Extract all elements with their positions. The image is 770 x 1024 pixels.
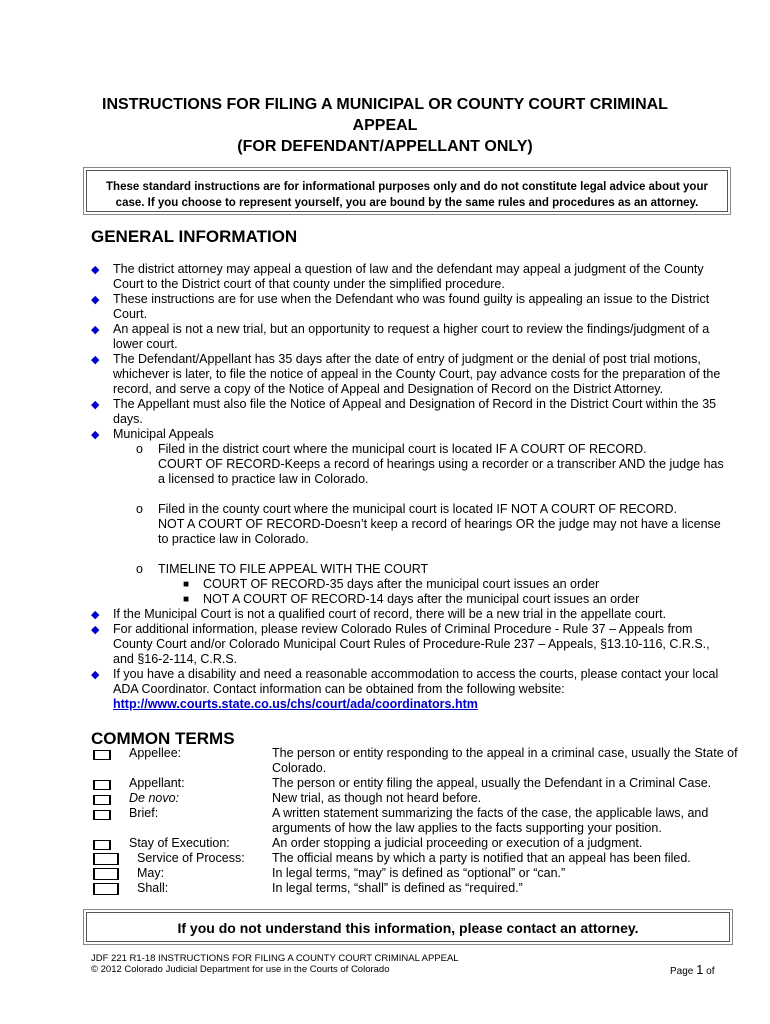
diamond-bullet-icon: ◆ [91, 399, 100, 411]
diamond-bullet-icon: ◆ [91, 624, 100, 636]
list-item: ◆ For additional information, please review Colorado Rules of Criminal Procedure - Rule 37 – Appeals from County Court and/or Colorado Municipal Court Rules of Procedure-Rule 237 – Appeals, §13.10-116, C.R.S., and §16-2-114, C.R.S. [91, 622, 710, 666]
list-item: ◆ If the Municipal Court is not a qualified court of record, there will be a new trial in the appellate court. [91, 607, 667, 621]
term-row: Shall: In legal terms, “shall” is defined as “required.” [91, 881, 741, 896]
form-id: JDF 221 R1-18 INSTRUCTIONS FOR FILING A COUNTY COURT CRIMINAL APPEAL [91, 953, 459, 964]
diamond-bullet-icon: ◆ [91, 354, 100, 366]
checkbox-icon [93, 883, 119, 895]
diamond-bullet-icon: ◆ [91, 324, 100, 336]
general-information-heading: GENERAL INFORMATION [91, 227, 298, 246]
diamond-bullet-icon: ◆ [91, 609, 100, 621]
checkbox-icon [93, 780, 111, 790]
list-item: ◆ Municipal Appeals [91, 427, 214, 441]
square-bullet-icon: ■ [183, 579, 190, 590]
timeline-item: ■ NOT A COURT OF RECORD-14 days after the municipal court issues an order [183, 592, 640, 606]
circle-bullet-icon: o [136, 442, 143, 456]
square-bullet-icon: ■ [183, 594, 190, 605]
term-row: Stay of Execution: An order stopping a judicial proceeding or execution of a judgment. [91, 836, 741, 851]
diamond-bullet-icon: ◆ [91, 294, 100, 306]
timeline-item: ■ COURT OF RECORD-35 days after the municipal court issues an order [183, 577, 600, 591]
list-item: ◆ The district attorney may appeal a question of law and the defendant may appeal a judgment of the County Court to the District court of that county under the simplified procedure. [91, 262, 704, 291]
diamond-bullet-icon: ◆ [91, 429, 100, 441]
common-terms-list [91, 746, 741, 896]
sub-list-item: o TIMELINE TO FILE APPEAL WITH THE COURT [136, 562, 429, 576]
contact-attorney-notice: If you do not understand this information, please contact an attorney. [86, 912, 730, 942]
document-footer [91, 953, 459, 975]
copyright: © 2012 Colorado Judicial Department for use in the Courts of Colorado [91, 964, 390, 975]
checkbox-icon [93, 795, 111, 805]
sub-list-item: o Filed in the county court where the municipal court is located IF NOT A COURT OF RECORD. NOT A COURT OF RECORD-Doesn’t keep a record of hearings OR the judge may not have a license to practice law in Colorado. [136, 502, 721, 546]
term-row: Service of Process: The official means by which a party is notified that an appeal has been filed. [91, 851, 741, 866]
term-row: May: In legal terms, “may” is defined as “optional” or “can.” [91, 866, 741, 881]
document-title [80, 94, 690, 157]
checkbox-icon [93, 868, 119, 880]
term-row: Appellant: The person or entity filing the appeal, usually the Defendant in a Criminal Case. [91, 776, 741, 791]
list-item: ◆ The Defendant/Appellant has 35 days after the date of entry of judgment or the denial of post trial motions, whichever is later, to file the notice of appeal in the County Court, pay advance costs for the preparation of the record, and serve a copy of the Notice of Appeal and Designation of Record on the District Attorney. [91, 352, 721, 396]
common-terms-heading: COMMON TERMS [91, 729, 235, 748]
page-number: Page 1 of [670, 962, 715, 977]
sub-list-item: o Filed in the district court where the municipal court is located IF A COURT OF RECORD. COURT OF RECORD-Keeps a record of hearings using a recorder or a transcriber AND the judge has a licensed to practice law in Colorado. [136, 442, 724, 486]
ada-coordinators-link[interactable]: http://www.courts.state.co.us/chs/court/ada/coordinators.htm [113, 697, 478, 711]
list-item: ◆ An appeal is not a new trial, but an opportunity to request a higher court to review the findings/judgment of a lower court. [91, 322, 710, 351]
term-row: Brief: A written statement summarizing the facts of the case, the applicable laws, and arguments of how the law applies to the facts supporting your position. [91, 806, 741, 836]
term-row: Appellee: The person or entity responding to the appeal in a criminal case, usually the State of Colorado. [91, 746, 741, 776]
list-item: ◆ These instructions are for use when the Defendant who was found guilty is appealing an issue to the District Court. [91, 292, 710, 321]
list-item: ◆ The Appellant must also file the Notice of Appeal and Designation of Record in the District Court within the 35 days. [91, 397, 717, 426]
title-line-2: APPEAL [352, 117, 418, 134]
disclaimer-box [86, 170, 728, 212]
checkbox-icon [93, 810, 111, 820]
circle-bullet-icon: o [136, 502, 143, 516]
title-line-1: INSTRUCTIONS FOR FILING A MUNICIPAL OR COUNTY COURT CRIMINAL [102, 96, 668, 113]
circle-bullet-icon: o [136, 562, 143, 576]
title-line-3: (FOR DEFENDANT/APPELLANT ONLY) [237, 138, 533, 155]
disclaimer-line-2: case. If you choose to represent yourself, you are bound by the same rules and procedures as an attorney. [115, 197, 699, 209]
checkbox-icon [93, 750, 111, 760]
disclaimer-line-1: These standard instructions are for informational purposes only and do not constitute legal advice about your [106, 181, 708, 193]
checkbox-icon [93, 840, 111, 850]
diamond-bullet-icon: ◆ [91, 264, 100, 276]
diamond-bullet-icon: ◆ [91, 669, 100, 681]
checkbox-icon [93, 853, 119, 865]
term-row: De novo: New trial, as though not heard before. [91, 791, 741, 806]
general-information-list [91, 262, 731, 712]
list-item: ◆ If you have a disability and need a reasonable accommodation to access the courts, please contact your local ADA Coordinator. Contact information can be obtained from the following website: [91, 667, 719, 696]
